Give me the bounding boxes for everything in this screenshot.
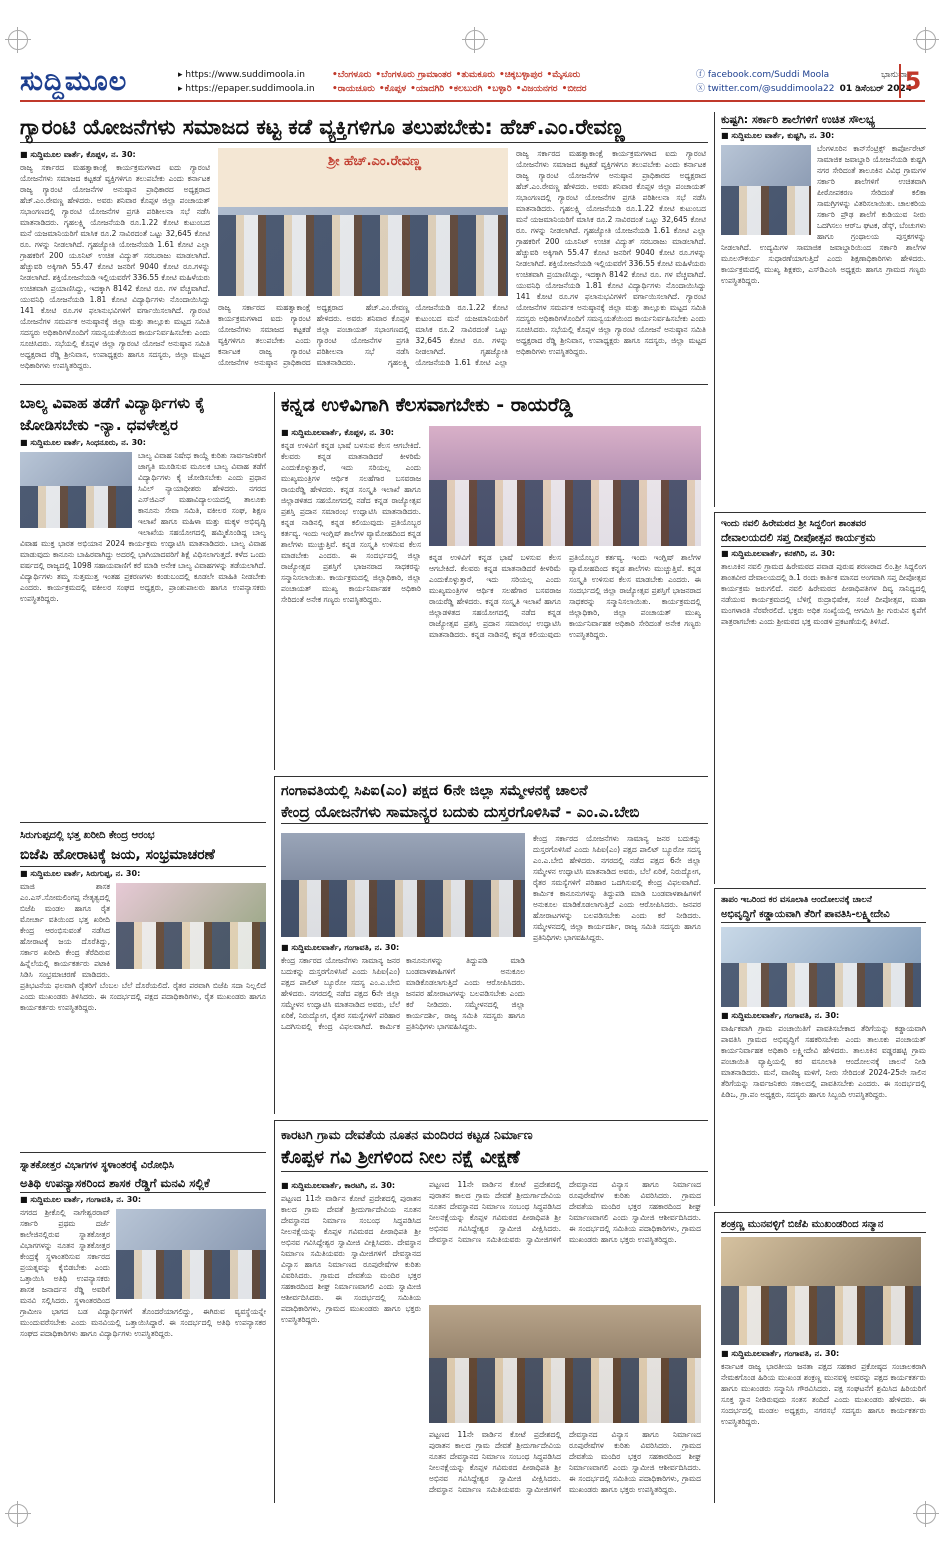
social-links [696,68,834,96]
tax-photo [721,927,921,1007]
right-mid-body: ತಾಲೂಕಿನ ನವಲಿ ಗ್ರಾಮದ ಹಿರೇಮಠದ ಪವಾಡ ಪುರುಷ ಶರಣರಾದ ಲಿಂ.ಶ್ರೀ ಸಿದ್ದಲಿಂಗ ಶಾಂತವೀರ ದೇವಾಲಯದಲ್ಲಿ ಡಿ.1 ರಂದು ಕಾರ್ತಿಕ ಮಾಸದ ಅಂಗವಾಗಿ ಸಪ್ತ ದೀಪೋತ್ಸವ ಕಾರ್ಯಕ್ರಮ ಜರುಗಲಿದೆ. ನವಲಿ ಹಿರೇಮಠದ ಪೀಠಾಧಿಪತಿಗಳ ದಿವ್ಯ ಸಾನಿಧ್ಯದಲ್ಲಿ ನಡೆಯುವ ಕಾರ್ಯಕ್ರಮದಲ್ಲಿ ಬೆಳಿಗ್ಗೆ ರುದ್ರಾಭಿಷೇಕ, ಸಂಜೆ ದೀಪೋತ್ಸವ, ಮಹಾ ಮಂಗಳಾರತಿ ನೆರವೇರಲಿದೆ. ಭಕ್ತರು ಅಧಿಕ ಸಂಖ್ಯೆಯಲ್ಲಿ ಆಗಮಿಸಿ ಶ್ರೀ ಗುರುವಿನ ಕೃಪೆಗೆ ಪಾತ್ರರಾಗಬೇಕು ಎಂದು ಶ್ರೀಮಠದ ಭಕ್ತ ಮಂಡಳಿ ಪ್ರಕಟಣೆಯಲ್ಲಿ ತಿಳಿಸಿದೆ. [721,562,926,626]
lead-photo [218,148,508,296]
tax-kicker[interactable]: ತಾಪಂ ಇಒರಿಂದ ಕರ ವಸೂಲಾತಿ ಆಂದೋಲನಕ್ಕೆ ಚಾಲನೆ [721,895,872,905]
right-mid-headline[interactable]: ದೇವಾಲಯದಲಿ ಸಪ್ತ ದೀಪೋತ್ಸವ ಕಾರ್ಯಕ್ರಮ [721,531,926,547]
felicitation-article [714,1212,926,1503]
kannada-col1 [281,426,421,768]
kannada-body-cont: ಕನ್ನಡ ಉಳಿವಿಗೆ ಕನ್ನಡ ಭಾಷೆ ಬಳಸುವ ಕೆಲಸ ಆಗಬೇಕಿದೆ. ಕೆಲವರು ಕನ್ನಡ ಮಾತನಾಡಿದರೆ ಕೀಳರಿಮೆ ಎಂದುಕೊಳ್ಳುತ್ತಾರೆ, ಇದು ಸರಿಯಲ್ಲ ಎಂದು ಮುಖ್ಯಮಂತ್ರಿಗಳ ಆರ್ಥಿಕ ಸಲಹೆಗಾರ ಬಸವರಾಜ ರಾಯರೆಡ್ಡಿ ಹೇಳಿದರು. ಕನ್ನಡ ಸಂಸ್ಕೃತಿ ಇಲಾಖೆ ಹಾಗೂ ಜಿಲ್ಲಾಡಳಿತದ ಸಹಯೋಗದಲ್ಲಿ ನಡೆದ ಕನ್ನಡ ರಾಜ್ಯೋತ್ಸವ ಪ್ರಶಸ್ತಿ ಪ್ರದಾನ ಸಮಾರಂಭ ಉದ್ಘಾಟಿಸಿ ಮಾತನಾಡಿದರು. ಕನ್ನಡ ನಾಡಿನಲ್ಲಿ ಕನ್ನಡ ಕಲಿಯುವುದು ಪ್ರತಿಯೊಬ್ಬರ ಕರ್ತವ್ಯ. ಇಂದು ಇಂಗ್ಲಿಷ್ ಶಾಲೆಗಳ ವ್ಯಾಮೋಹದಿಂದ ಕನ್ನಡ ಶಾಲೆಗಳು ಮುಚ್ಚುತ್ತಿವೆ. ಕನ್ನಡ ಸಂಸ್ಕೃತಿ ಉಳಿಸುವ ಕೆಲಸ ಮಾಡಬೇಕು ಎಂದರು. ಈ ಸಂದರ್ಭದಲ್ಲಿ ಜಿಲ್ಲಾ ರಾಜ್ಯೋತ್ಸವ ಪ್ರಶಸ್ತಿಗೆ ಭಾಜನರಾದ ಸಾಧಕರನ್ನು ಸನ್ಮಾನಿಸಲಾಯಿತು. ಕಾರ್ಯಕ್ರಮದಲ್ಲಿ ಜಿಲ್ಲಾಧಿಕಾರಿ, ಜಿಲ್ಲಾ ಪಂಚಾಯತ್ ಮುಖ್ಯ ಕಾರ್ಯನಿರ್ವಾಹಕ ಅಧಿಕಾರಿ ಸೇರಿದಂತೆ ಅನೇಕ ಗಣ್ಯರು ಉಪಸ್ಥಿತರಿದ್ದರು. [429,553,701,639]
section-link-a-2[interactable]: •ತುಮಕೂರು [455,70,495,80]
section-link-b-4[interactable]: •ಬಳ್ಳಾರಿ [486,84,512,94]
kannada-article [274,392,708,770]
lecturers-article [20,1158,266,1503]
child-marriage-photo [20,452,132,528]
lecturers-body: ನಗರದ ಶ್ರೀಕೊಲ್ಲಿ ನಾಗೇಶ್ವರರಾವ್ ಸರ್ಕಾರಿ ಪ್ರಥಮ ದರ್ಜೆ ಕಾಲೇಜಿನಲ್ಲಿರುವ ಸ್ನಾತಕೋತ್ತರ ವಿಭಾಗಗಳನ್ನು ನೂತನ ಸ್ನಾತಕೋತ್ತರ ಕೇಂದ್ರಕ್ಕೆ ಸ್ಥಳಾಂತರಿಸುವ ಸರ್ಕಾರದ ಪ್ರಯತ್ನವನ್ನು ಕೈಬಿಡಬೇಕು ಎಂದು ಒತ್ತಾಯಿಸಿ ಅತಿಥಿ ಉಪನ್ಯಾಸಕರು ಶಾಸಕ ಜನಾರ್ದನ ರೆಡ್ಡಿ ಅವರಿಗೆ ಮನವಿ ಸಲ್ಲಿಸಿದರು. ಸ್ಥಳಾಂತರದಿಂದ ಗ್ರಾಮೀಣ ಭಾಗದ ಬಡ ವಿದ್ಯಾರ್ಥಿಗಳಿಗೆ ತೊಂದರೆಯಾಗಲಿದ್ದು, ಈಗಿರುವ ವ್ಯವಸ್ಥೆಯನ್ನೇ ಮುಂದುವರೆಸಬೇಕು ಎಂದು ಮನವಿಯಲ್ಲಿ ಒತ್ತಾಯಿಸಿದ್ದಾರೆ. ಈ ಸಂದರ್ಭದಲ್ಲಿ ಅತಿಥಿ ಉಪನ್ಯಾಸಕರ ಸಂಘದ ಪದಾಧಿಕಾರಿಗಳು ಹಾಗೂ ವಿದ್ಯಾರ್ಥಿಗಳು ಉಪಸ್ಥಿತರಿದ್ದರು. [20,1208,266,1338]
child-marriage-body: ಬಾಲ್ಯ ವಿವಾಹ ನಿಷೇಧ ಕಾಯ್ದೆ ಕುರಿತು ಸಾರ್ವಜನಿಕರಿಗೆ ಜಾಗೃತಿ ಮೂಡಿಸುವ ಮೂಲಕ ಬಾಲ್ಯ ವಿವಾಹ ತಡೆಗೆ ವಿದ್ಯಾರ್ಥಿಗಳು ಕೈ ಜೋಡಿಸಬೇಕು ಎಂದು ಪ್ರಧಾನ ಸಿವಿಲ್ ನ್ಯಾಯಾಧೀಶರು ಹೇಳಿದರು. ನಗರದ ಎಸ್‌ಜಿಎನ್ ಮಹಾವಿದ್ಯಾಲಯದಲ್ಲಿ ತಾಲೂಕು ಕಾನೂನು ಸೇವಾ ಸಮಿತಿ, ವಕೀಲರ ಸಂಘ, ಶಿಕ್ಷಣ ಇಲಾಖೆ ಹಾಗೂ ಮಹಿಳಾ ಮತ್ತು ಮಕ್ಕಳ ಅಭಿವೃದ್ಧಿ ಇಲಾಖೆಯ ಸಹಯೋಗದಲ್ಲಿ ಹಮ್ಮಿಕೊಂಡಿದ್ದ ಬಾಲ್ಯ ವಿವಾಹ ಮುಕ್ತ ಭಾರತ ಅಭಿಯಾನ 2024 ಕಾರ್ಯಕ್ರಮ ಉದ್ಘಾಟಿಸಿ ಮಾತನಾಡಿದರು. ಬಾಲ್ಯ ವಿವಾಹ ಮಾಡುವುದು ಕಾನೂನು ಬಾಹಿರವಾಗಿದ್ದು ಅದರಲ್ಲಿ ಭಾಗಿಯಾದವರಿಗೆ ಶಿಕ್ಷೆ ವಿಧಿಸಲಾಗುತ್ತದೆ. ಕಳೆದ ಒಂದು ವರ್ಷದಲ್ಲಿ ರಾಜ್ಯದಲ್ಲಿ 1098 ಸಹಾಯವಾಣಿಗೆ ಕರೆ ಮಾಡಿ ಅನೇಕ ಬಾಲ್ಯ ವಿವಾಹಗಳನ್ನು ತಡೆಯಲಾಗಿದೆ. ವಿದ್ಯಾರ್ಥಿಗಳು ತಮ್ಮ ಸುತ್ತಮುತ್ತ ಇಂತಹ ಪ್ರಕರಣಗಳು ಕಂಡುಬಂದಲ್ಲಿ ಕೂಡಲೇ ಮಾಹಿತಿ ನೀಡಬೇಕು ಎಂದರು. ಕಾರ್ಯಕ್ರಮದಲ್ಲಿ ವಕೀಲರ ಸಂಘದ ಅಧ್ಯಕ್ಷರು, ಪ್ರಾಂಶುಪಾಲರು ಹಾಗೂ ಉಪನ್ಯಾಸಕರು ಉಪಸ್ಥಿತರಿದ್ದರು. [20,451,266,603]
temple-headline-2[interactable]: ಕೊಪ್ಪಳ ಗವಿ ಶ್ರೀಗಳಿಂದ ನೀಲ ನಕ್ಷೆ ವೀಕ್ಷಣೆ [281,1145,708,1172]
lead-body-col3: ರಾಜ್ಯ ಸರ್ಕಾರದ ಮಹತ್ವಾಕಾಂಕ್ಷೆ ಕಾರ್ಯಕ್ರಮಗಳಾದ ಐದು ಗ್ಯಾರಂಟಿ ಯೋಜನೆಗಳು ಸಮಾಜದ ಕಟ್ಟಕಡೆ ವ್ಯಕ್ತಿಗಳಿಗೂ ತಲುಪಬೇಕು ಎಂದು ಕರ್ನಾಟಕ ರಾಜ್ಯ ಗ್ಯಾರಂಟಿ ಯೋಜನೆಗಳ ಅನುಷ್ಠಾನ ಪ್ರಾಧಿಕಾರದ ಅಧ್ಯಕ್ಷರಾದ ಹೆಚ್.ಎಂ.ರೇವಣ್ಣ ಹೇಳಿದರು. ಅವರು ಶನಿವಾರ ಕೊಪ್ಪಳ ಜಿಲ್ಲಾ ಪಂಚಾಯತ್ ಸಭಾಂಗಣದಲ್ಲಿ ಗ್ಯಾರಂಟಿ ಯೋಜನೆಗಳ ಪ್ರಗತಿ ಪರಿಶೀಲನಾ ಸಭೆ ನಡೆಸಿ ಮಾತನಾಡಿದರು. ಗೃಹಲಕ್ಷ್ಮಿ ಯೋಜನೆಯಡಿ ರೂ.1.22 ಕೋಟಿ ಕುಟುಂಬದ ಮನೆ ಯಜಮಾನಿಯರಿಗೆ ಮಾಸಿಕ ರೂ.2 ಸಾವಿರದಂತೆ ಒಟ್ಟು 32,645 ಕೋಟಿ ರೂ. ಗಳನ್ನು ನೀಡಲಾಗಿದೆ. ಗೃಹಜ್ಯೋತಿ ಯೋಜನೆಯಡಿ 1.61 ಕೋಟಿ ಎಲ್ಲಾ ಗ್ರಾಹಕರಿಗೆ 200 ಯೂನಿಟ್ ಉಚಿತ ವಿದ್ಯುತ್ ಸರಬರಾಜು ಮಾಡಲಾಗಿದೆ. ಹೆಚ್ಚುವರಿ ಅಕ್ಕಿಗಾಗಿ 55.47 ಕೋಟಿ ಜನರಿಗೆ 9040 ಕೋಟಿ ರೂ.ಗಳನ್ನು ನೀಡಲಾಗಿದೆ. ಶಕ್ತಿಯೋಜನೆಯಡಿ ಇಲ್ಲಿಯವರೆಗೆ 336.55 ಕೋಟಿ ಮಹಿಳೆಯರು ಉಚಿತವಾಗಿ ಪ್ರಯಾಣಿಸಿದ್ದು, ಇದಕ್ಕಾಗಿ 8142 ಕೋಟಿ ರೂ. ಗಳ ವೆಚ್ಚವಾಗಿದೆ. ಯುವನಿಧಿ ಯೋಜನೆಯಡಿ 1.81 ಕೋಟಿ ವಿದ್ಯಾರ್ಥಿಗಳು ನೊಂದಾಯಿಸಿದ್ದು 141 ಕೋಟಿ ರೂ.ಗಳ ಫಲಾನುಭವಿಗಳಿಗೆ ವರ್ಗಾಯಿಸಲಾಗಿದೆ. ಗ್ಯಾರಂಟಿ ಯೋಜನೆಗಳ ಸಮರ್ಪಕ ಅನುಷ್ಠಾನಕ್ಕೆ ಜಿಲ್ಲಾ ಮತ್ತು ತಾಲ್ಲೂಕು ಮಟ್ಟದ ಸಮಿತಿ ಸದಸ್ಯರು ಅಧಿಕಾರಿಗಳೊಂದಿಗೆ ಸಮನ್ವಯತೆಯಿಂದ ಕಾರ್ಯನಿರ್ವಹಿಸಬೇಕು ಎಂದು ಸೂಚಿಸಿದರು. ಸಭೆಯಲ್ಲಿ ಕೊಪ್ಪಳ ಜಿಲ್ಲಾ ಗ್ಯಾರಂಟಿ ಯೋಜನೆ ಅನುಷ್ಠಾನ ಸಮಿತಿ ಅಧ್ಯಕ್ಷರಾದ ರೆಡ್ಡಿ ಶ್ರೀನಿವಾಸ, ಉಪಾಧ್ಯಕ್ಷರು ಹಾಗೂ ಸದಸ್ಯರು, ಜಿಲ್ಲಾ ಮಟ್ಟದ ಅಧಿಕಾರಿಗಳು ಉಪಸ್ಥಿತರಿದ್ದರು. [516,149,706,356]
tax-article [714,888,926,1206]
lead-article [20,112,708,378]
registration-mark-icon [8,1504,28,1524]
cpim-photo [281,833,525,937]
lead-col1 [20,148,210,376]
right-top-byline: ■ ಸುದ್ದಿಮೂಲ ವಾರ್ತೆ, ಕುಷ್ಟಗಿ, ನ. 30: [721,131,835,140]
lead-photo-banner-text: ಶ್ರೀ ಹೆಚ್.ಎಂ.ರೇವಣ್ಣ [328,154,422,169]
cpim-body: ಕೇಂದ್ರ ಸರ್ಕಾರದ ಯೋಜನೆಗಳು ಸಾಮಾನ್ಯ ಜನರ ಬದುಕನ್ನು ದುಸ್ತರಗೊಳಿಸಿವೆ ಎಂದು ಸಿಪಿಐ(ಎಂ) ಪಕ್ಷದ ಪಾಲಿಟ್ ಬ್ಯೂರೋ ಸದಸ್ಯ ಎಂ.ಎ.ಬೇಬಿ ಹೇಳಿದರು. ನಗರದಲ್ಲಿ ನಡೆದ ಪಕ್ಷದ 6ನೇ ಜಿಲ್ಲಾ ಸಮ್ಮೇಳನ ಉದ್ಘಾಟಿಸಿ ಮಾತನಾಡಿದ ಅವರು, ಬೆಲೆ ಏರಿಕೆ, ನಿರುದ್ಯೋಗ, ರೈತರ ಸಮಸ್ಯೆಗಳಿಗೆ ಪರಿಹಾರ ಒದಗಿಸುವಲ್ಲಿ ಕೇಂದ್ರ ವಿಫಲವಾಗಿದೆ. ಕಾರ್ಮಿಕ ಕಾನೂನುಗಳನ್ನು ತಿದ್ದುಪಡಿ ಮಾಡಿ ಬಂಡವಾಳಶಾಹಿಗಳಿಗೆ ಅನುಕೂಲ ಮಾಡಿಕೊಡಲಾಗುತ್ತಿದೆ ಎಂದು ಆರೋಪಿಸಿದರು. ಜನಪರ ಹೋರಾಟಗಳನ್ನು ಬಲಪಡಿಸಬೇಕು ಎಂದು ಕರೆ ನೀಡಿದರು. ಸಮ್ಮೇಳನದಲ್ಲಿ ಜಿಲ್ಲಾ ಕಾರ್ಯದರ್ಶಿ, ರಾಜ್ಯ ಸಮಿತಿ ಸದಸ್ಯರು ಹಾಗೂ ಪ್ರತಿನಿಧಿಗಳು ಭಾಗವಹಿಸಿದ್ದರು. [281,956,525,1031]
website-link[interactable]: ▸ https://www.suddimoola.in [178,70,305,80]
registration-mark-icon [8,30,28,50]
felicitation-headline[interactable]: ಶಂಕ್ರಣ್ಣ ಮುನವಳ್ಳಿಗೆ ಬಿಜೆಪಿ ಮುಖಂಡರಿಂದ ಸನ್ಮಾನ [721,1217,926,1233]
right-top-photo [721,145,811,235]
cpim-byline: ■ ಸುದ್ದಿಮೂಲವಾರ್ತೆ, ಗಂಗಾವತಿ, ನ. 30: [281,943,400,952]
section-link-a-3[interactable]: •ಚಿಕ್ಕಬಳ್ಳಾಪುರ [498,70,543,80]
cpim-col1 [281,941,525,1105]
tax-body: ವಾರ್ಷಿಕವಾಗಿ ಗ್ರಾಮ ಪಂಚಾಯಿತಿಗೆ ಪಾವತಿಸಬೇಕಾದ ತೆರಿಗೆಯನ್ನು ಕಡ್ಡಾಯವಾಗಿ ಪಾವತಿಸಿ ಗ್ರಾಮದ ಅಭಿವೃದ್ಧಿಗೆ ಸಹಕರಿಸಬೇಕು ಎಂದು ತಾಲೂಕು ಪಂಚಾಯತ್ ಕಾರ್ಯನಿರ್ವಾಹಕ ಅಧಿಕಾರಿ ಲಕ್ಷ್ಮೀದೇವಿ ಹೇಳಿದರು. ತಾಲೂಕಿನ ವಡ್ಡರಹಟ್ಟಿ ಗ್ರಾಮ ಪಂಚಾಯಿತಿ ವ್ಯಾಪ್ತಿಯಲ್ಲಿ ಕರ ವಸೂಲಾತಿ ಆಂದೋಲನಕ್ಕೆ ಚಾಲನೆ ನೀಡಿ ಮಾತನಾಡಿದರು. ಮನೆ, ವಾಣಿಜ್ಯ ಮಳಿಗೆ, ನೀರು ಸೇರಿದಂತೆ 2024-25ನೇ ಸಾಲಿನ ತೆರಿಗೆಯನ್ನು ಸಾರ್ವಜನಿಕರು ಸಕಾಲದಲ್ಲಿ ಪಾವತಿಸಬೇಕು ಎಂದರು. ಈ ಸಂದರ್ಭದಲ್ಲಿ ಪಿಡಿಒ, ಗ್ರಾ.ಪಂ ಅಧ್ಯಕ್ಷರು, ಸದಸ್ಯರು ಹಾಗೂ ಸಿಬ್ಬಂದಿ ಉಪಸ್ಥಿತರಿದ್ದರು. [721,1024,926,1099]
lead-body-col2: ರಾಜ್ಯ ಸರ್ಕಾರದ ಮಹತ್ವಾಕಾಂಕ್ಷೆ ಕಾರ್ಯಕ್ರಮಗಳಾದ ಐದು ಗ್ಯಾರಂಟಿ ಯೋಜನೆಗಳು ಸಮಾಜದ ಕಟ್ಟಕಡೆ ವ್ಯಕ್ತಿಗಳಿಗೂ ತಲುಪಬೇಕು ಎಂದು ಕರ್ನಾಟಕ ರಾಜ್ಯ ಗ್ಯಾರಂಟಿ ಯೋಜನೆಗಳ ಅನುಷ್ಠಾನ ಪ್ರಾಧಿಕಾರದ ಅಧ್ಯಕ್ಷರಾದ ಹೆಚ್.ಎಂ.ರೇವಣ್ಣ ಹೇಳಿದರು. ಅವರು ಶನಿವಾರ ಕೊಪ್ಪಳ ಜಿಲ್ಲಾ ಪಂಚಾಯತ್ ಸಭಾಂಗಣದಲ್ಲಿ ಗ್ಯಾರಂಟಿ ಯೋಜನೆಗಳ ಪ್ರಗತಿ ಪರಿಶೀಲನಾ ಸಭೆ ನಡೆಸಿ ಮಾತನಾಡಿದರು. ಗೃಹಲಕ್ಷ್ಮಿ ಯೋಜನೆಯಡಿ ರೂ.1.22 ಕೋಟಿ ಕುಟುಂಬದ ಮನೆ ಯಜಮಾನಿಯರಿಗೆ ಮಾಸಿಕ ರೂ.2 ಸಾವಿರದಂತೆ ಒಟ್ಟು 32,645 ಕೋಟಿ ರೂ. ಗಳನ್ನು ನೀಡಲಾಗಿದೆ. ಗೃಹಜ್ಯೋತಿ ಯೋಜನೆಯಡಿ 1.61 ಕೋಟಿ ಎಲ್ಲಾ [218,303,508,367]
temple-byline: ■ ಸುದ್ದಿಮೂಲವಾರ್ತೆ, ಕಾರಟಗಿ, ನ. 30: [281,1181,396,1190]
section-link-a-0[interactable]: •ಬೆಂಗಳೂರು [332,70,372,80]
temple-body-end: ಪಟ್ಟಣದ 11ನೇ ವಾರ್ಡಿನ ಕೋಟೆ ಪ್ರದೇಶದಲ್ಲಿ ಪುರಾತನ ಕಾಲದ ಗ್ರಾಮ ದೇವತೆ ಶ್ರೀದುರ್ಗಾದೇವಿಯ ನೂತನ ದೇವಸ್ಥಾನದ ನಿರ್ಮಾಣ ಸಂಬಂಧ ಸಿದ್ಧಪಡಿಸಿದ ನೀಲನಕ್ಷೆಯನ್ನು ಕೊಪ್ಪಳ ಗವಿಮಠದ ಪೀಠಾಧಿಪತಿ ಶ್ರೀ ಅಭಿನವ ಗವಿಸಿದ್ದೇಶ್ವರ ಸ್ವಾಮೀಜಿ ವೀಕ್ಷಿಸಿದರು. ದೇವಸ್ಥಾನ ನಿರ್ಮಾಣ ಸಮಿತಿಯವರು ಸ್ವಾಮೀಜಿಗಳಿಗೆ ದೇವಸ್ಥಾನದ ವಿನ್ಯಾಸ ಹಾಗೂ ನಿರ್ಮಾಣದ ರೂಪುರೇಷೆಗಳ ಕುರಿತು ವಿವರಿಸಿದರು. ಗ್ರಾಮದ ದೇವತೆಯ ಮಂದಿರ ಭಕ್ತರ ಸಹಕಾರದಿಂದ ಶೀಘ್ರ ನಿರ್ಮಾಣವಾಗಲಿ ಎಂದು ಸ್ವಾಮೀಜಿ ಆಶೀರ್ವದಿಸಿದರು. ಈ ಸಂದರ್ಭದಲ್ಲಿ ಸಮಿತಿಯ ಪದಾಧಿಕಾರಿಗಳು, ಗ್ರಾಮದ ಮುಖಂಡರು ಹಾಗೂ ಭಕ್ತರು ಉಪಸ್ಥಿತರಿದ್ದರು. [429,1430,701,1494]
facebook-link[interactable]: ⓕ facebook.com/Suddi Moola [696,70,830,80]
section-link-a-1[interactable]: •ಬೆಂಗಳೂರು ಗ್ರಾಮಾಂತರ [375,70,452,80]
tax-headline[interactable]: ಅಭಿವೃದ್ಧಿಗೆ ಕಡ್ಡಾಯವಾಗಿ ತೆರಿಗೆ ಪಾವತಿಸಿ-ಲಕ್ಷ್ಮೀದೇವಿ [721,907,926,923]
child-marriage-byline: ■ ಸುದ್ದಿಮೂಲ ವಾರ್ತೆ, ಸಿಂಧನೂರು, ನ. 30: [20,438,146,447]
section-link-b-2[interactable]: •ಯಾದಗಿರಿ [410,84,445,94]
bjp-protest-headline[interactable]: ಬಿಜೆಪಿ ಹೋರಾಟಕ್ಕೆ ಜಯ, ಸಂಭ್ರಮಾಚರಣೆ [20,844,266,867]
kannada-byline: ■ ಸುದ್ದಿಮೂಲವಾರ್ತೆ, ಕೊಪ್ಪಳ, ನ. 30: [281,428,394,437]
issue-date-text: 01 ಡಿಸೆಂಬರ್ 2024 [839,84,912,94]
registration-mark-icon [916,1504,936,1524]
page-number: 5 [899,64,925,98]
temple-col1 [281,1179,421,1493]
kannada-photo [429,426,701,546]
section-link-b-6[interactable]: •ಬೀದರ [561,84,587,94]
right-mid-byline: ■ ಸುದ್ದಿಮೂಲವಾರ್ತೆ, ಕನಕಗಿರಿ, ನ. 30: [721,549,836,558]
temple-article [274,1120,708,1503]
right-top-headline[interactable]: ಕುಷ್ಟಗಿ: ಸರ್ಕಾರಿ ಶಾಲೆಗಳಿಗೆ ಉಚಿತ ಸೌಲಭ್ಯ [721,112,926,129]
twitter-icon: ⓧ [696,84,706,94]
temple-body: ಪಟ್ಟಣದ 11ನೇ ವಾರ್ಡಿನ ಕೋಟೆ ಪ್ರದೇಶದಲ್ಲಿ ಪುರಾತನ ಕಾಲದ ಗ್ರಾಮ ದೇವತೆ ಶ್ರೀದುರ್ಗಾದೇವಿಯ ನೂತನ ದೇವಸ್ಥಾನದ ನಿರ್ಮಾಣ ಸಂಬಂಧ ಸಿದ್ಧಪಡಿಸಿದ ನೀಲನಕ್ಷೆಯನ್ನು ಕೊಪ್ಪಳ ಗವಿಮಠದ ಪೀಠಾಧಿಪತಿ ಶ್ರೀ ಅಭಿನವ ಗವಿಸಿದ್ದೇಶ್ವರ ಸ್ವಾಮೀಜಿ ವೀಕ್ಷಿಸಿದರು. ದೇವಸ್ಥಾನ ನಿರ್ಮಾಣ ಸಮಿತಿಯವರು ಸ್ವಾಮೀಜಿಗಳಿಗೆ ದೇವಸ್ಥಾನದ ವಿನ್ಯಾಸ ಹಾಗೂ ನಿರ್ಮಾಣದ ರೂಪುರೇಷೆಗಳ ಕುರಿತು ವಿವರಿಸಿದರು. ಗ್ರಾಮದ ದೇವತೆಯ ಮಂದಿರ ಭಕ್ತರ ಸಹಕಾರದಿಂದ ಶೀಘ್ರ ನಿರ್ಮಾಣವಾಗಲಿ ಎಂದು ಸ್ವಾಮೀಜಿ ಆಶೀರ್ವದಿಸಿದರು. ಈ ಸಂದರ್ಭದಲ್ಲಿ ಸಮಿತಿಯ ಪದಾಧಿಕಾರಿಗಳು, ಗ್ರಾಮದ ಮುಖಂಡರು ಹಾಗೂ ಭಕ್ತರು ಉಪಸ್ಥಿತರಿದ್ದರು. [281,1194,421,1324]
section-row [332,68,677,82]
lecturers-photo [116,1209,266,1299]
cpim-body-cont: ಕೇಂದ್ರ ಸರ್ಕಾರದ ಯೋಜನೆಗಳು ಸಾಮಾನ್ಯ ಜನರ ಬದುಕನ್ನು ದುಸ್ತರಗೊಳಿಸಿವೆ ಎಂದು ಸಿಪಿಐ(ಎಂ) ಪಕ್ಷದ ಪಾಲಿಟ್ ಬ್ಯೂರೋ ಸದಸ್ಯ ಎಂ.ಎ.ಬೇಬಿ ಹೇಳಿದರು. ನಗರದಲ್ಲಿ ನಡೆದ ಪಕ್ಷದ 6ನೇ ಜಿಲ್ಲಾ ಸಮ್ಮೇಳನ ಉದ್ಘಾಟಿಸಿ ಮಾತನಾಡಿದ ಅವರು, ಬೆಲೆ ಏರಿಕೆ, ನಿರುದ್ಯೋಗ, ರೈತರ ಸಮಸ್ಯೆಗಳಿಗೆ ಪರಿಹಾರ ಒದಗಿಸುವಲ್ಲಿ ಕೇಂದ್ರ ವಿಫಲವಾಗಿದೆ. ಕಾರ್ಮಿಕ ಕಾನೂನುಗಳನ್ನು ತಿದ್ದುಪಡಿ ಮಾಡಿ ಬಂಡವಾಳಶಾಹಿಗಳಿಗೆ ಅನುಕೂಲ ಮಾಡಿಕೊಡಲಾಗುತ್ತಿದೆ ಎಂದು ಆರೋಪಿಸಿದರು. ಜನಪರ ಹೋರಾಟಗಳನ್ನು ಬಲಪಡಿಸಬೇಕು ಎಂದು ಕರೆ ನೀಡಿದರು. ಸಮ್ಮೇಳನದಲ್ಲಿ ಜಿಲ್ಲಾ ಕಾರ್ಯದರ್ಶಿ, ರಾಜ್ಯ ಸಮಿತಿ ಸದಸ್ಯರು ಹಾಗೂ ಪ್ರತಿನಿಧಿಗಳು ಭಾಗವಹಿಸಿದ್ದರು. [533,834,701,942]
temple-body-cont: ಪಟ್ಟಣದ 11ನೇ ವಾರ್ಡಿನ ಕೋಟೆ ಪ್ರದೇಶದಲ್ಲಿ ಪುರಾತನ ಕಾಲದ ಗ್ರಾಮ ದೇವತೆ ಶ್ರೀದುರ್ಗಾದೇವಿಯ ನೂತನ ದೇವಸ್ಥಾನದ ನಿರ್ಮಾಣ ಸಂಬಂಧ ಸಿದ್ಧಪಡಿಸಿದ ನೀಲನಕ್ಷೆಯನ್ನು ಕೊಪ್ಪಳ ಗವಿಮಠದ ಪೀಠಾಧಿಪತಿ ಶ್ರೀ ಅಭಿನವ ಗವಿಸಿದ್ದೇಶ್ವರ ಸ್ವಾಮೀಜಿ ವೀಕ್ಷಿಸಿದರು. ದೇವಸ್ಥಾನ ನಿರ್ಮಾಣ ಸಮಿತಿಯವರು ಸ್ವಾಮೀಜಿಗಳಿಗೆ ದೇವಸ್ಥಾನದ ವಿನ್ಯಾಸ ಹಾಗೂ ನಿರ್ಮಾಣದ ರೂಪುರೇಷೆಗಳ ಕುರಿತು ವಿವರಿಸಿದರು. ಗ್ರಾಮದ ದೇವತೆಯ ಮಂದಿರ ಭಕ್ತರ ಸಹಕಾರದಿಂದ ಶೀಘ್ರ ನಿರ್ಮಾಣವಾಗಲಿ ಎಂದು ಸ್ವಾಮೀಜಿ ಆಶೀರ್ವದಿಸಿದರು. ಈ ಸಂದರ್ಭದಲ್ಲಿ ಸಮಿತಿಯ ಪದಾಧಿಕಾರಿಗಳು, ಗ್ರಾಮದ ಮುಖಂಡರು ಹಾಗೂ ಭಕ್ತರು ಉಪಸ್ಥಿತರಿದ್ದರು. [429,1180,701,1244]
section-link-b-1[interactable]: •ಕೊಪ್ಪಳ [378,84,407,94]
registration-mark-icon [465,30,485,50]
felicitation-byline: ■ ಸುದ್ದಿಮೂಲವಾರ್ತೆ, ಗಂಗಾವತಿ, ನ. 30: [721,1349,840,1358]
lead-headline[interactable]: ಗ್ಯಾರಂಟಿ ಯೋಜನೆಗಳು ಸಮಾಜದ ಕಟ್ಟ ಕಡೆ ವ್ಯಕ್ತಿಗಳಿಗೂ ತಲುಪಬೇಕು: ಹೆಚ್.ಎಂ.ರೇವಣ್ಣ [20,112,708,143]
section-link-a-4[interactable]: •ಮೈಸೂರು [546,70,581,80]
lecturers-headline[interactable]: ಅತಿಥಿ ಉಪನ್ಯಾಸಕರಿಂದ ಶಾಸಕ ರೆಡ್ಡಿಗೆ ಮನವಿ ಸಲ್ಲಿಕೆ [20,1174,266,1193]
temple-headline-1[interactable]: ಕಾರಟಗಿ ಗ್ರಾಮ ದೇವತೆಯ ನೂತನ ಮಂದಿರದ ಕಟ್ಟಡ ನಿರ್ಮಾಣ [281,1127,533,1142]
bjp-protest-article [20,828,266,1146]
lecturers-kicker[interactable]: ಸ್ನಾತಕೋತ್ತರ ವಿಭಾಗಗಳ ಸ್ಥಳಾಂತರಕ್ಕೆ ವಿರೋಧಿಸಿ [20,1160,174,1171]
child-marriage-headline[interactable]: ಬಾಲ್ಯ ವಿವಾಹ ತಡೆಗೆ ವಿದ್ಯಾರ್ಥಿಗಳು ಕೈ ಜೋಡಿಸಬೇಕು -ನ್ಯಾ. ಧವಳೇಶ್ವರ [20,394,206,434]
issue-day: ಭಾನುವಾರ [881,70,912,80]
bjp-protest-byline: ■ ಸುದ್ದಿಮೂಲ ವಾರ್ತೆ, ಸಿರುಗುಪ್ಪ, ನ. 30: [20,869,141,878]
tax-byline: ■ ಸುದ್ದಿಮೂಲವಾರ್ತೆ, ಗಂಗಾವತಿ, ನ. 30: [721,1011,840,1020]
section-link-b-0[interactable]: •ರಾಯಚೂರು [332,84,375,94]
felicitation-photo [721,1237,921,1345]
temple-photo [429,1305,701,1423]
lead-body-col1: ರಾಜ್ಯ ಸರ್ಕಾರದ ಮಹತ್ವಾಕಾಂಕ್ಷೆ ಕಾರ್ಯಕ್ರಮಗಳಾದ ಐದು ಗ್ಯಾರಂಟಿ ಯೋಜನೆಗಳು ಸಮಾಜದ ಕಟ್ಟಕಡೆ ವ್ಯಕ್ತಿಗಳಿಗೂ ತಲುಪಬೇಕು ಎಂದು ಕರ್ನಾಟಕ ರಾಜ್ಯ ಗ್ಯಾರಂಟಿ ಯೋಜನೆಗಳ ಅನುಷ್ಠಾನ ಪ್ರಾಧಿಕಾರದ ಅಧ್ಯಕ್ಷರಾದ ಹೆಚ್.ಎಂ.ರೇವಣ್ಣ ಹೇಳಿದರು. ಅವರು ಶನಿವಾರ ಕೊಪ್ಪಳ ಜಿಲ್ಲಾ ಪಂಚಾಯತ್ ಸಭಾಂಗಣದಲ್ಲಿ ಗ್ಯಾರಂಟಿ ಯೋಜನೆಗಳ ಪ್ರಗತಿ ಪರಿಶೀಲನಾ ಸಭೆ ನಡೆಸಿ ಮಾತನಾಡಿದರು. ಗೃಹಲಕ್ಷ್ಮಿ ಯೋಜನೆಯಡಿ ರೂ.1.22 ಕೋಟಿ ಕುಟುಂಬದ ಮನೆ ಯಜಮಾನಿಯರಿಗೆ ಮಾಸಿಕ ರೂ.2 ಸಾವಿರದಂತೆ ಒಟ್ಟು 32,645 ಕೋಟಿ ರೂ. ಗಳನ್ನು ನೀಡಲಾಗಿದೆ. ಗೃಹಜ್ಯೋತಿ ಯೋಜನೆಯಡಿ 1.61 ಕೋಟಿ ಎಲ್ಲಾ ಗ್ರಾಹಕರಿಗೆ 200 ಯೂನಿಟ್ ಉಚಿತ ವಿದ್ಯುತ್ ಸರಬರಾಜು ಮಾಡಲಾಗಿದೆ. ಹೆಚ್ಚುವರಿ ಅಕ್ಕಿಗಾಗಿ 55.47 ಕೋಟಿ ಜನರಿಗೆ 9040 ಕೋಟಿ ರೂ.ಗಳನ್ನು ನೀಡಲಾಗಿದೆ. ಶಕ್ತಿಯೋಜನೆಯಡಿ ಇಲ್ಲಿಯವರೆಗೆ 336.55 ಕೋಟಿ ಮಹಿಳೆಯರು ಉಚಿತವಾಗಿ ಪ್ರಯಾಣಿಸಿದ್ದು, ಇದಕ್ಕಾಗಿ 8142 ಕೋಟಿ ರೂ. ಗಳ ವೆಚ್ಚವಾಗಿದೆ. ಯುವನಿಧಿ ಯೋಜನೆಯಡಿ 1.81 ಕೋಟಿ ವಿದ್ಯಾರ್ಥಿಗಳು ನೊಂದಾಯಿಸಿದ್ದು 141 ಕೋಟಿ ರೂ.ಗಳ ಫಲಾನುಭವಿಗಳಿಗೆ ವರ್ಗಾಯಿಸಲಾಗಿದೆ. ಗ್ಯಾರಂಟಿ ಯೋಜನೆಗಳ ಸಮರ್ಪಕ ಅನುಷ್ಠಾನಕ್ಕೆ ಜಿಲ್ಲಾ ಮತ್ತು ತಾಲ್ಲೂಕು ಮಟ್ಟದ ಸಮಿತಿ ಸದಸ್ಯರು ಅಧಿಕಾರಿಗಳೊಂದಿಗೆ ಸಮನ್ವಯತೆಯಿಂದ ಕಾರ್ಯನಿರ್ವಹಿಸಬೇಕು ಎಂದು ಸೂಚಿಸಿದರು. ಸಭೆಯಲ್ಲಿ ಕೊಪ್ಪಳ ಜಿಲ್ಲಾ ಗ್ಯಾರಂಟಿ ಯೋಜನೆ ಅನುಷ್ಠಾನ ಸಮಿತಿ ಅಧ್ಯಕ್ಷರಾದ ರೆಡ್ಡಿ ಶ್ರೀನಿವಾಸ, ಉಪಾಧ್ಯಕ್ಷರು ಹಾಗೂ ಸದಸ್ಯರು, ಜಿಲ್ಲಾ ಮಟ್ಟದ ಅಧಿಕಾರಿಗಳು ಉಪಸ್ಥಿತರಿದ್ದರು. [20,163,210,370]
kannada-body: ಕನ್ನಡ ಉಳಿವಿಗೆ ಕನ್ನಡ ಭಾಷೆ ಬಳಸುವ ಕೆಲಸ ಆಗಬೇಕಿದೆ. ಕೆಲವರು ಕನ್ನಡ ಮಾತನಾಡಿದರೆ ಕೀಳರಿಮೆ ಎಂದುಕೊಳ್ಳುತ್ತಾರೆ, ಇದು ಸರಿಯಲ್ಲ ಎಂದು ಮುಖ್ಯಮಂತ್ರಿಗಳ ಆರ್ಥಿಕ ಸಲಹೆಗಾರ ಬಸವರಾಜ ರಾಯರೆಡ್ಡಿ ಹೇಳಿದರು. ಕನ್ನಡ ಸಂಸ್ಕೃತಿ ಇಲಾಖೆ ಹಾಗೂ ಜಿಲ್ಲಾಡಳಿತದ ಸಹಯೋಗದಲ್ಲಿ ನಡೆದ ಕನ್ನಡ ರಾಜ್ಯೋತ್ಸವ ಪ್ರಶಸ್ತಿ ಪ್ರದಾನ ಸಮಾರಂಭ ಉದ್ಘಾಟಿಸಿ ಮಾತನಾಡಿದರು. ಕನ್ನಡ ನಾಡಿನಲ್ಲಿ ಕನ್ನಡ ಕಲಿಯುವುದು ಪ್ರತಿಯೊಬ್ಬರ ಕರ್ತವ್ಯ. ಇಂದು ಇಂಗ್ಲಿಷ್ ಶಾಲೆಗಳ ವ್ಯಾಮೋಹದಿಂದ ಕನ್ನಡ ಶಾಲೆಗಳು ಮುಚ್ಚುತ್ತಿವೆ. ಕನ್ನಡ ಸಂಸ್ಕೃತಿ ಉಳಿಸುವ ಕೆಲಸ ಮಾಡಬೇಕು ಎಂದರು. ಈ ಸಂದರ್ಭದಲ್ಲಿ ಜಿಲ್ಲಾ ರಾಜ್ಯೋತ್ಸವ ಪ್ರಶಸ್ತಿಗೆ ಭಾಜನರಾದ ಸಾಧಕರನ್ನು ಸನ್ಮಾನಿಸಲಾಯಿತು. ಕಾರ್ಯಕ್ರಮದಲ್ಲಿ ಜಿಲ್ಲಾಧಿಕಾರಿ, ಜಿಲ್ಲಾ ಪಂಚಾಯತ್ ಮುಖ್ಯ ಕಾರ್ಯನಿರ್ವಾಹಕ ಅಧಿಕಾರಿ ಸೇರಿದಂತೆ ಅನೇಕ ಗಣ್ಯರು ಉಪಸ್ಥಿತರಿದ್ದರು. [281,441,421,604]
right-top-body: ಬೆಂಗಳೂರಿನ ಕಾನ್‌ಸೆಂಟ್ರಿಕ್ಸ್ ಕಾರ್ಪೋರೇಟ್ ಸಾಮಾಜಿಕ ಜವಾಬ್ದಾರಿ ಯೋಜನೆಯಡಿ ಕುಷ್ಟಗಿ ನಗರ ಸೇರಿದಂತೆ ತಾಲೂಕಿನ ವಿವಿಧ ಗ್ರಾಮಗಳ ಸರ್ಕಾರಿ ಶಾಲೆಗಳಿಗೆ ಉಚಿತವಾಗಿ ಪೀಠೋಪಕರಣ ಸೇರಿದಂತೆ ಕಲಿಕಾ ಸಾಮಗ್ರಿಗಳನ್ನು ವಿತರಿಸಲಾಯಿತು. ಚಾಲಕರಿಯ ಸರ್ಕಾರಿ ಪ್ರೌಢ ಶಾಲೆಗೆ ಕುಡಿಯುವ ನೀರು ಒದಗಿಸಲು ಆರ್‌ಒ ಘಟಕ, ಡೆಸ್ಕ್, ಬೆಂಚುಗಳು ಹಾಗೂ ಗ್ರಂಥಾಲಯ ಪುಸ್ತಕಗಳನ್ನು ನೀಡಲಾಗಿದೆ. ಉದ್ಯಮಿಗಳ ಸಾಮಾಜಿಕ ಜವಾಬ್ದಾರಿಯಿಂದ ಸರ್ಕಾರಿ ಶಾಲೆಗಳ ಮೂಲಸೌಕರ್ಯ ಸುಧಾರಣೆಯಾಗುತ್ತಿದೆ ಎಂದು ಶಿಕ್ಷಣಾಧಿಕಾರಿಗಳು ಹೇಳಿದರು. ಕಾರ್ಯಕ್ರಮದಲ್ಲಿ ಮುಖ್ಯ ಶಿಕ್ಷಕರು, ಎಸ್‌ಡಿಎಂಸಿ ಅಧ್ಯಕ್ಷರು ಹಾಗೂ ಗ್ರಾಮದ ಗಣ್ಯರು ಉಪಸ್ಥಿತರಿದ್ದರು. [721,144,926,285]
website-links [178,68,315,96]
kannada-headline[interactable]: ಕನ್ನಡ ಉಳಿವಿಗಾಗಿ ಕೆಲಸವಾಗಬೇಕು - ರಾಯರೆಡ್ಡಿ [281,394,573,416]
logo[interactable]: ಸುದ್ದಿಮೂಲ [20,66,128,97]
section-row [332,82,677,96]
felicitation-body: ಕರ್ನಾಟಕ ರಾಜ್ಯ ಭಾರತೀಯ ಜನತಾ ಪಕ್ಷದ ಸಹಕಾರ ಪ್ರಕೋಷ್ಠದ ಸಂಚಾಲಕರಾಗಿ ನೇಮಕಗೊಂಡ ಹಿರಿಯ ಮುಖಂಡ ಶಂಕ್ರಣ್ಣ ಮುನವಳ್ಳಿ ಅವರನ್ನು ಪಕ್ಷದ ಕಾರ್ಯಕರ್ತರು ಹಾಗೂ ಮುಖಂಡರು ಸನ್ಮಾನಿಸಿ ಗೌರವಿಸಿದರು. ಪಕ್ಷ ಸಂಘಟನೆಗೆ ಶ್ರಮಿಸಿದ ಹಿರಿಯರಿಗೆ ಸೂಕ್ತ ಸ್ಥಾನ ನೀಡಿರುವುದು ಸಂತಸ ತಂದಿದೆ ಎಂದು ಮುಖಂಡರು ಹೇಳಿದರು. ಈ ಸಂದರ್ಭದಲ್ಲಿ ಮಂಡಲ ಅಧ್ಯಕ್ಷರು, ನಗರಸಭೆ ಸದಸ್ಯರು ಹಾಗೂ ಕಾರ್ಯಕರ್ತರು ಉಪಸ್ಥಿತರಿದ್ದರು. [721,1362,926,1426]
child-marriage-article [20,392,266,817]
registration-mark-icon [916,30,936,50]
section-link-b-5[interactable]: •ವಿಜಯನಗರ [515,84,558,94]
cpim-headline-1[interactable]: ಗಂಗಾವತಿಯಲ್ಲಿ ಸಿಪಿಐ(ಎಂ) ಪಕ್ಷದ 6ನೇ ಜಿಲ್ಲಾ ಸಮ್ಮೇಳನಕ್ಕೆ ಚಾಲನೆ [281,783,588,799]
epaper-link[interactable]: ▸ https://epaper.suddimoola.in [178,84,315,94]
masthead [20,64,925,102]
bjp-protest-kicker[interactable]: ಸಿರುಗುಪ್ಪದಲ್ಲಿ ಭತ್ತ ಖರೀದಿ ಕೇಂದ್ರ ಆರಂಭ [20,830,155,841]
right-top-article [714,112,926,507]
section-link-b-3[interactable]: •ಕಲಬುರಗಿ [448,84,483,94]
cpim-article [274,776,708,1114]
twitter-link[interactable]: ⓧ twitter.com/@suddimoola22 [696,84,835,94]
facebook-icon: ⓕ [696,70,706,80]
lecturers-byline: ■ ಸುದ್ದಿಮೂಲ ವಾರ್ತೆ, ಗಂಗಾವತಿ, ನ. 30: [20,1195,142,1204]
right-mid-kicker[interactable]: ಇಂದು ನವಲಿ ಹಿರೇಮಠದ ಶ್ರೀ ಸಿದ್ದಲಿಂಗ ಶಾಂತವರ [721,519,867,529]
right-mid-article [714,512,926,884]
bjp-protest-body: ಮಾಜಿ ಶಾಸಕ ಎಂ.ಎಸ್.ಸೋಮಲಿಂಗಪ್ಪ ನೇತೃತ್ವದಲ್ಲಿ ಬಿಜೆಪಿ ಮಂಡಲ ಹಾಗೂ ರೈತ ಮೋರ್ಚಾ ವತಿಯಿಂದ ಭತ್ತ ಖರೀದಿ ಕೇಂದ್ರ ಆರಂಭಿಸುವಂತೆ ನಡೆಸಿದ ಹೋರಾಟಕ್ಕೆ ಜಯ ದೊರೆತಿದ್ದು, ಸರ್ಕಾರ ಖರೀದಿ ಕೇಂದ್ರ ತೆರೆದಿರುವ ಹಿನ್ನೆಲೆಯಲ್ಲಿ ಕಾರ್ಯಕರ್ತರು ಪಟಾಕಿ ಸಿಡಿಸಿ ಸಂಭ್ರಮಾಚರಣೆ ಮಾಡಿದರು. ಪ್ರತಿಭಟನೆಯ ಫಲವಾಗಿ ರೈತರಿಗೆ ಬೆಂಬಲ ಬೆಲೆ ದೊರೆಯಲಿದೆ. ರೈತರ ಪರವಾಗಿ ಬಿಜೆಪಿ ಸದಾ ನಿಲ್ಲಲಿದೆ ಎಂದು ಮುಖಂಡರು ತಿಳಿಸಿದರು. ಈ ಸಂದರ್ಭದಲ್ಲಿ ಪಕ್ಷದ ಪದಾಧಿಕಾರಿಗಳು, ರೈತ ಮುಖಂಡರು ಹಾಗೂ ಕಾರ್ಯಕರ್ತರು ಉಪಸ್ಥಿತರಿದ್ದರು. [20,882,266,1012]
cpim-headline-2[interactable]: ಕೇಂದ್ರ ಯೋಜನೆಗಳು ಸಾಮಾನ್ಯರ ಬದುಕು ದುಸ್ತರಗೊಳಿಸಿವೆ - ಎಂ.ಎ.ಬೇಬಿ [281,801,708,824]
lead-byline: ■ ಸುದ್ದಿಮೂಲ ವಾರ್ತೆ, ಕೊಪ್ಪಳ, ನ. 30: [20,150,136,159]
section-nav [332,68,677,96]
bjp-protest-photo [116,883,266,969]
